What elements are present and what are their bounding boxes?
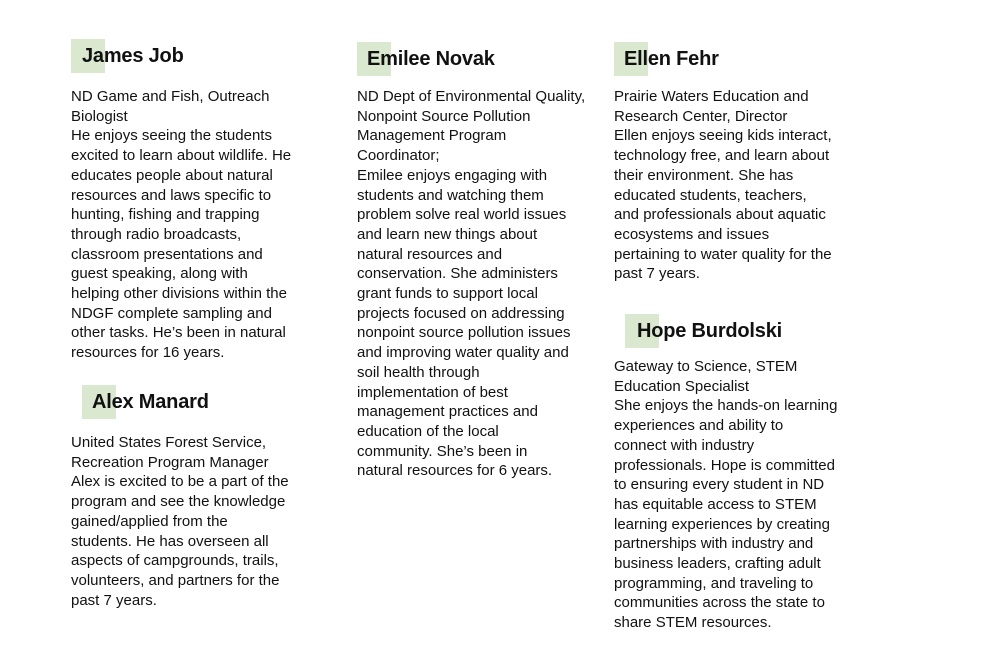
person-role: ND Dept of Environmental Quality, Nonpoint Source Pollution Management Program Coordinator; <box>357 88 586 165</box>
person-name: Hope Burdolski <box>637 320 782 342</box>
profile-card-james-job <box>71 39 331 363</box>
person-role: United States Forest Service, Recreation Program Manager <box>71 434 269 471</box>
name-header <box>71 39 331 75</box>
person-bio: Emilee enjoys engaging with students and watching them problem solve real world issues and learn new things about natural resources and conservation. She administers grant funds to support local projects focused on addressing nonpoint source pollution issues and improving water quality and soil health through implementation of best management practices and education of the local community. She’s been in natural resources for 6 years. <box>357 166 571 480</box>
person-role: ND Game and Fish, Outreach Biologist <box>71 88 270 125</box>
name-header <box>614 42 874 78</box>
person-role: Gateway to Science, STEM Education Specialist <box>614 358 798 395</box>
person-name: Alex Manard <box>92 391 209 413</box>
profile-card-ellen-fehr <box>614 42 874 284</box>
name-header <box>82 385 331 421</box>
name-header <box>625 314 874 350</box>
person-name: Ellen Fehr <box>624 48 719 70</box>
profile-card-alex-manard <box>71 385 331 610</box>
profile-card-emilee-novak <box>357 42 607 481</box>
person-bio: Alex is excited to be a part of the program and see the knowledge gained/applied from the students. He has overseen all aspects of campgrounds, trails, volunteers, and partners for the past 7 years. <box>71 473 289 609</box>
name-header <box>357 42 607 78</box>
profile-card-hope-burdolski <box>614 314 874 633</box>
person-role: Prairie Waters Education and Research Center, Director <box>614 88 809 125</box>
person-bio: She enjoys the hands-on learning experiences and ability to connect with industry professionals. Hope is committed to ensuring every student in ND has equitable access to STEM learning experiences by creating partnerships with industry and business leaders, crafting adult programming, and traveling to communities across the state to share STEM resources. <box>614 397 838 632</box>
person-name: Emilee Novak <box>367 48 495 70</box>
person-bio: He enjoys seeing the students excited to learn about wildlife. He educates people about natural resources and laws specific to hunting, fishing and trapping through radio broadcasts, classroom presentations and guest speaking, along with helping other divisions within the NDGF complete sampling and other tasks. He’s been in natural resources for 16 years. <box>71 127 292 362</box>
person-name: James Job <box>82 45 184 67</box>
person-bio: Ellen enjoys seeing kids interact, technology free, and learn about their environment. She has educated students, teachers, and professionals about aquatic ecosystems and issues pertaining to water quality for the past 7 years. <box>614 127 832 283</box>
